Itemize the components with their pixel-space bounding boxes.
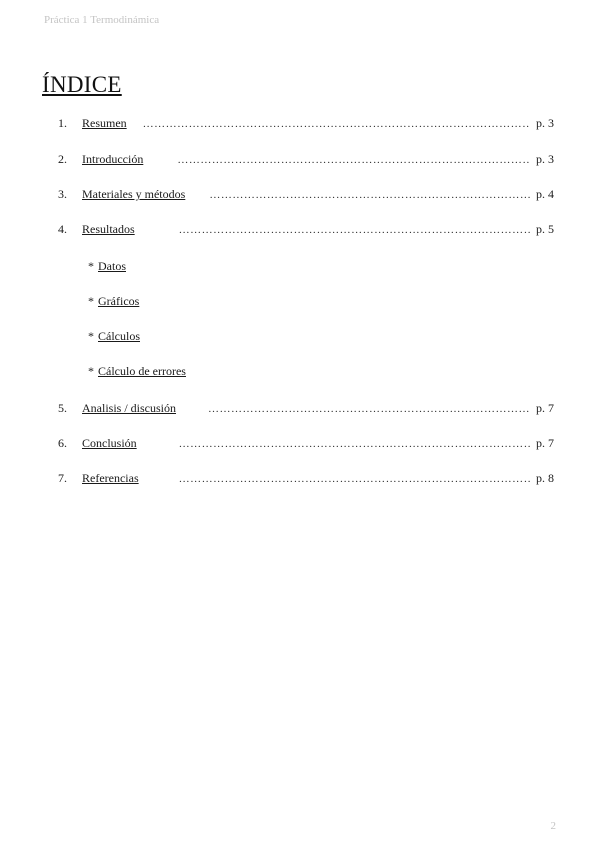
page-number: 2 xyxy=(550,820,556,832)
toc-entry-introduccion[interactable] xyxy=(58,151,554,167)
toc-entry-number: 3. xyxy=(58,187,67,201)
toc-entry-page: p. 3 xyxy=(536,152,554,166)
toc-subentry-link[interactable]: Datos xyxy=(98,259,126,273)
toc-entry-page: p. 7 xyxy=(536,436,554,450)
toc-entry-page: p. 3 xyxy=(536,116,554,130)
toc-entry-analisis[interactable] xyxy=(58,400,554,416)
toc-subentry-link[interactable]: Gráficos xyxy=(98,294,140,308)
toc-entry-page: p. 8 xyxy=(536,471,554,485)
toc-entry-number: 7. xyxy=(58,471,67,485)
leader-dots xyxy=(208,401,530,417)
toc-subentry-datos[interactable] xyxy=(88,258,126,274)
leader-dots xyxy=(179,436,530,452)
toc-entry-number: 2. xyxy=(58,152,67,166)
toc-entry-number: 4. xyxy=(58,222,67,236)
toc-entry-link[interactable]: Resultados xyxy=(82,222,135,236)
bullet: * xyxy=(88,259,94,273)
toc-entry-link[interactable]: Conclusión xyxy=(82,436,137,450)
toc-subentry-calculos[interactable] xyxy=(88,328,140,344)
toc-entry-referencias[interactable] xyxy=(58,470,554,486)
running-header: Práctica 1 Termodinámica xyxy=(44,14,160,26)
toc-entry-link[interactable]: Analisis / discusión xyxy=(82,401,177,415)
toc-subentry-link[interactable]: Cálculos xyxy=(98,329,140,343)
toc-entry-conclusion[interactable] xyxy=(58,435,554,451)
bullet: * xyxy=(88,364,94,378)
page-title: ÍNDICE xyxy=(42,72,122,97)
toc-entry-number: 5. xyxy=(58,401,67,415)
toc-subentry-calculo-errores[interactable] xyxy=(88,363,186,379)
bullet: * xyxy=(88,294,94,308)
toc-entry-link[interactable]: Resumen xyxy=(82,116,127,130)
leader-dots xyxy=(177,152,530,168)
leader-dots xyxy=(179,222,530,238)
toc-subentry-graficos[interactable] xyxy=(88,293,139,309)
toc-entry-number: 1. xyxy=(58,116,67,130)
toc-subentry-link[interactable]: Cálculo de errores xyxy=(98,364,186,378)
toc-entry-link[interactable]: Introducción xyxy=(82,152,144,166)
toc-entry-page: p. 7 xyxy=(536,401,554,415)
toc-entry-number: 6. xyxy=(58,436,67,450)
leader-dots xyxy=(143,116,530,132)
bullet: * xyxy=(88,329,94,343)
toc-entry-link[interactable]: Referencias xyxy=(82,471,139,485)
toc-entry-resultados[interactable] xyxy=(58,221,554,237)
toc-entry-page: p. 5 xyxy=(536,222,554,236)
leader-dots xyxy=(209,187,530,203)
toc-entry-page: p. 4 xyxy=(536,187,554,201)
toc-entry-materiales[interactable] xyxy=(58,186,554,202)
toc-entry-link[interactable]: Materiales y métodos xyxy=(82,187,186,201)
toc-entry-resumen[interactable] xyxy=(58,115,554,131)
leader-dots xyxy=(179,471,530,487)
